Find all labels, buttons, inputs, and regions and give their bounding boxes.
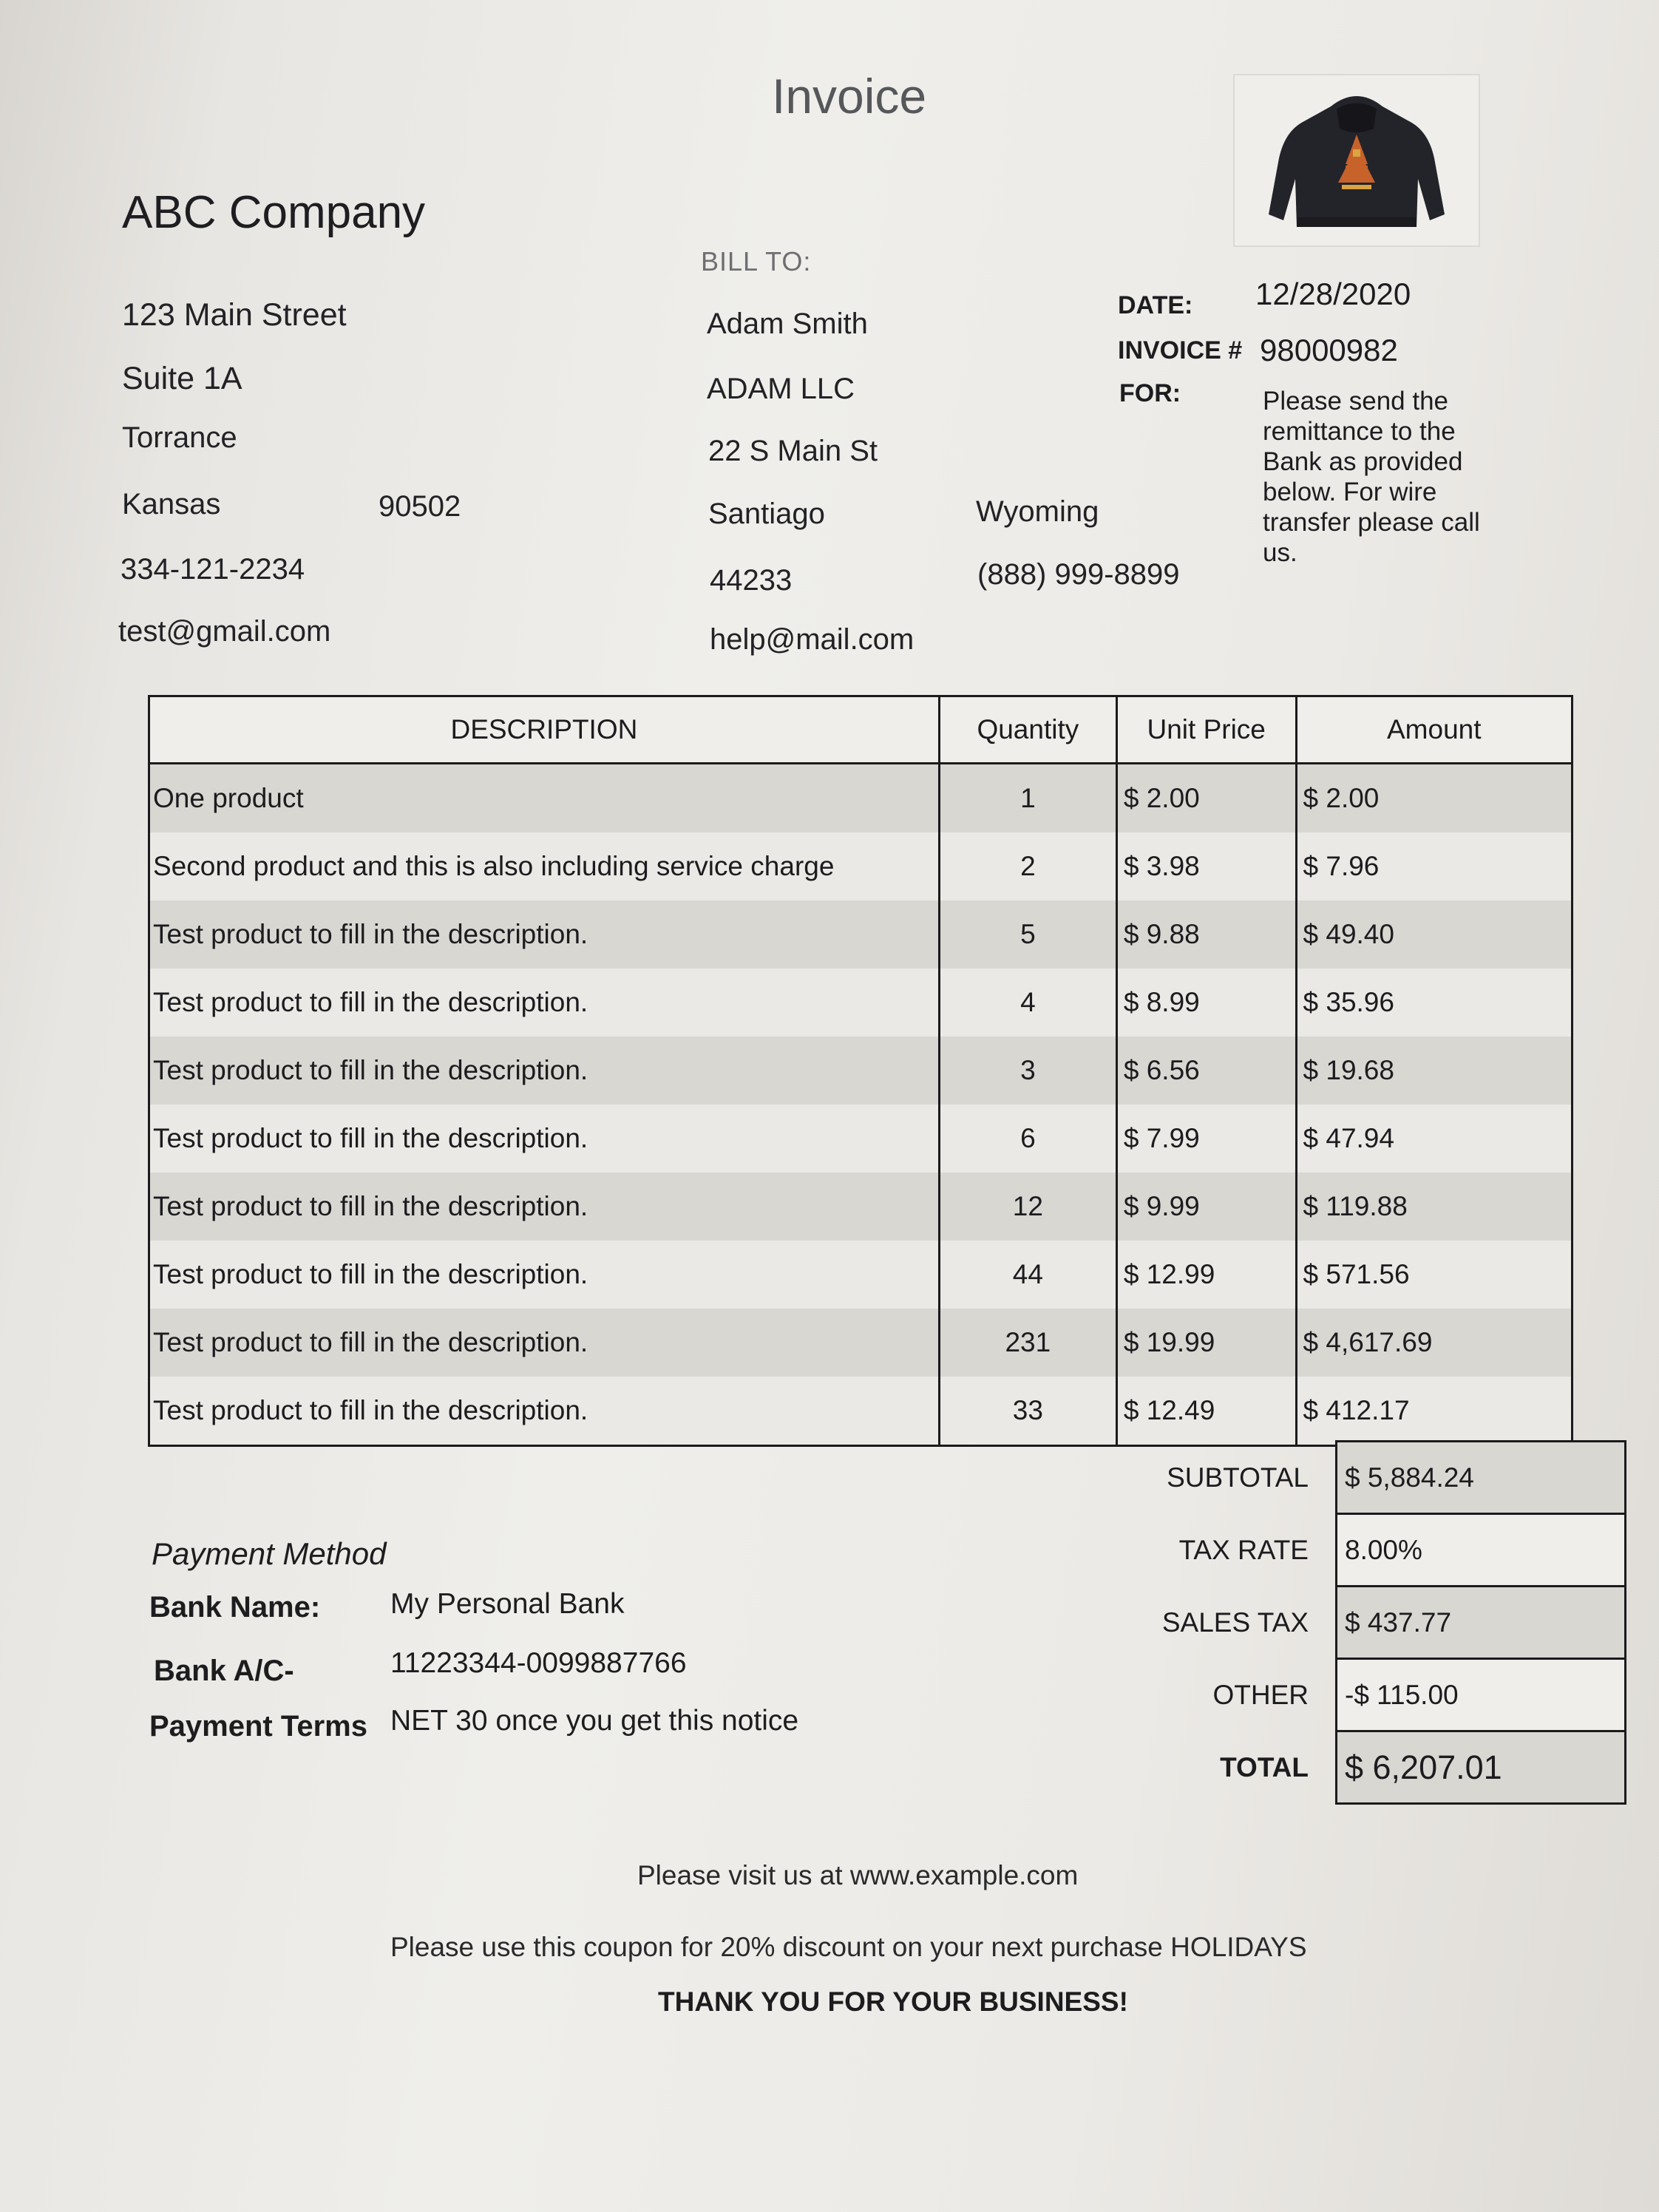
header-quantity: Quantity: [939, 696, 1116, 764]
item-unit-price: $ 19.99: [1116, 1309, 1296, 1377]
bank-name-value: My Personal Bank: [390, 1588, 625, 1620]
sales-tax-value: $ 437.77: [1337, 1587, 1626, 1659]
item-unit-price: $ 9.88: [1116, 900, 1296, 968]
item-amount: $ 7.96: [1296, 832, 1572, 900]
item-unit-price: $ 3.98: [1116, 832, 1296, 900]
company-state: Kansas: [122, 488, 221, 520]
item-description: Test product to fill in the description.: [149, 1377, 940, 1446]
item-unit-price: $ 7.99: [1116, 1105, 1296, 1173]
item-quantity: 4: [939, 968, 1116, 1037]
company-city: Torrance: [122, 421, 237, 454]
other-value: -$ 115.00: [1337, 1659, 1626, 1731]
subtotal-label: SUBTOTAL: [1167, 1462, 1309, 1493]
other-row: [1035, 1659, 1626, 1731]
item-amount: $ 571.56: [1296, 1241, 1572, 1309]
item-unit-price: $ 6.56: [1116, 1037, 1296, 1105]
item-amount: $ 47.94: [1296, 1105, 1572, 1173]
table-row: [149, 900, 1573, 968]
item-amount: $ 4,617.69: [1296, 1309, 1572, 1377]
bill-to-city: Santiago: [708, 498, 825, 530]
item-quantity: 12: [939, 1173, 1116, 1241]
bank-account-label: Bank A/C-: [154, 1655, 294, 1687]
line-items-table: [148, 695, 1573, 1447]
item-quantity: 231: [939, 1309, 1116, 1377]
item-unit-price: $ 9.99: [1116, 1173, 1296, 1241]
invoice-title: Invoice: [772, 69, 927, 123]
item-description: Test product to fill in the description.: [149, 1173, 940, 1241]
item-description: Test product to fill in the description.: [149, 900, 940, 968]
invoice-number-label: INVOICE #: [1118, 336, 1243, 364]
company-logo: [1233, 74, 1480, 247]
footer-visit: Please visit us at www.example.com: [637, 1860, 1079, 1890]
company-name: ABC Company: [122, 187, 426, 238]
item-amount: $ 119.88: [1296, 1173, 1572, 1241]
item-quantity: 5: [939, 900, 1116, 968]
item-description: Test product to fill in the description.: [149, 968, 940, 1037]
subtotal-value: $ 5,884.24: [1337, 1442, 1626, 1514]
total-row: [1035, 1731, 1626, 1804]
bill-to-company: ADAM LLC: [707, 373, 855, 405]
other-label: OTHER: [1212, 1679, 1309, 1710]
item-amount: $ 19.68: [1296, 1037, 1572, 1105]
item-amount: $ 35.96: [1296, 968, 1572, 1037]
sales-tax-label: SALES TAX: [1161, 1607, 1309, 1638]
bill-to-street: 22 S Main St: [708, 435, 878, 467]
item-description: Test product to fill in the description.: [149, 1309, 940, 1377]
item-amount: $ 412.17: [1296, 1377, 1572, 1446]
hoodie-logo-icon: [1235, 75, 1479, 245]
sales-tax-row: [1035, 1587, 1626, 1659]
bill-to-state: Wyoming: [976, 495, 1099, 528]
item-amount: $ 49.40: [1296, 900, 1572, 968]
item-quantity: 6: [939, 1105, 1116, 1173]
bill-to-label: BILL TO:: [701, 246, 812, 276]
item-amount: $ 2.00: [1296, 764, 1572, 833]
payment-terms-label: Payment Terms: [149, 1710, 367, 1743]
table-row: [149, 968, 1573, 1037]
item-description: Test product to fill in the description.: [149, 1241, 940, 1309]
item-unit-price: $ 8.99: [1116, 968, 1296, 1037]
item-description: Test product to fill in the description.: [149, 1037, 940, 1105]
item-quantity: 44: [939, 1241, 1116, 1309]
bank-name-label: Bank Name:: [149, 1591, 321, 1624]
item-description: One product: [149, 764, 940, 833]
footer-coupon: Please use this coupon for 20% discount on your next purchase HOLIDAYS: [390, 1932, 1307, 1962]
table-row: [149, 1309, 1573, 1377]
total-label: TOTAL: [1220, 1751, 1309, 1782]
item-unit-price: $ 12.49: [1116, 1377, 1296, 1446]
table-row: [149, 832, 1573, 900]
for-label: FOR:: [1119, 379, 1181, 407]
date-label: DATE:: [1118, 291, 1193, 319]
tax-rate-row: [1035, 1514, 1626, 1587]
table-row: [149, 1241, 1573, 1309]
total-value: $ 6,207.01: [1337, 1731, 1626, 1804]
header-amount: Amount: [1296, 696, 1572, 764]
table-row: [149, 1377, 1573, 1446]
bill-to-name: Adam Smith: [707, 308, 868, 340]
date-value: 12/28/2020: [1255, 276, 1411, 311]
bill-to-email: help@mail.com: [710, 623, 915, 656]
table-row: [149, 1173, 1573, 1241]
table-row: [149, 1037, 1573, 1105]
item-description: Test product to fill in the description.: [149, 1105, 940, 1173]
payment-terms-value: NET 30 once you get this notice: [390, 1705, 799, 1737]
company-suite: Suite 1A: [122, 361, 242, 396]
bill-to-zip: 44233: [710, 564, 793, 597]
item-unit-price: $ 12.99: [1116, 1241, 1296, 1309]
header-unit-price: Unit Price: [1116, 696, 1296, 764]
bill-to-phone: (888) 999-8899: [977, 558, 1180, 591]
table-row: [149, 764, 1573, 833]
table-header-row: [149, 696, 1573, 764]
payment-method-title: Payment Method: [152, 1536, 387, 1571]
company-phone: 334-121-2234: [121, 553, 305, 586]
table-row: [149, 1105, 1573, 1173]
totals-table: [1035, 1440, 1626, 1805]
item-quantity: 3: [939, 1037, 1116, 1105]
invoice-number-value: 98000982: [1260, 333, 1398, 367]
item-unit-price: $ 2.00: [1116, 764, 1296, 833]
header-description: DESCRIPTION: [149, 696, 940, 764]
company-street: 123 Main Street: [122, 297, 347, 333]
subtotal-row: [1035, 1442, 1626, 1514]
footer-thanks: THANK YOU FOR YOUR BUSINESS!: [658, 1987, 1128, 2017]
company-zip: 90502: [379, 490, 461, 523]
item-quantity: 2: [939, 832, 1116, 900]
item-description: Second product and this is also including service charge: [149, 832, 940, 900]
for-text: Please send the remittance to the Bank as provided below. For wire transfer please call us.: [1263, 387, 1480, 567]
tax-rate-label: TAX RATE: [1178, 1534, 1309, 1565]
item-quantity: 1: [939, 764, 1116, 833]
tax-rate-value: 8.00%: [1337, 1514, 1626, 1587]
company-email: test@gmail.com: [118, 615, 331, 648]
item-quantity: 33: [939, 1377, 1116, 1446]
bank-account-value: 11223344-0099887766: [390, 1647, 687, 1679]
